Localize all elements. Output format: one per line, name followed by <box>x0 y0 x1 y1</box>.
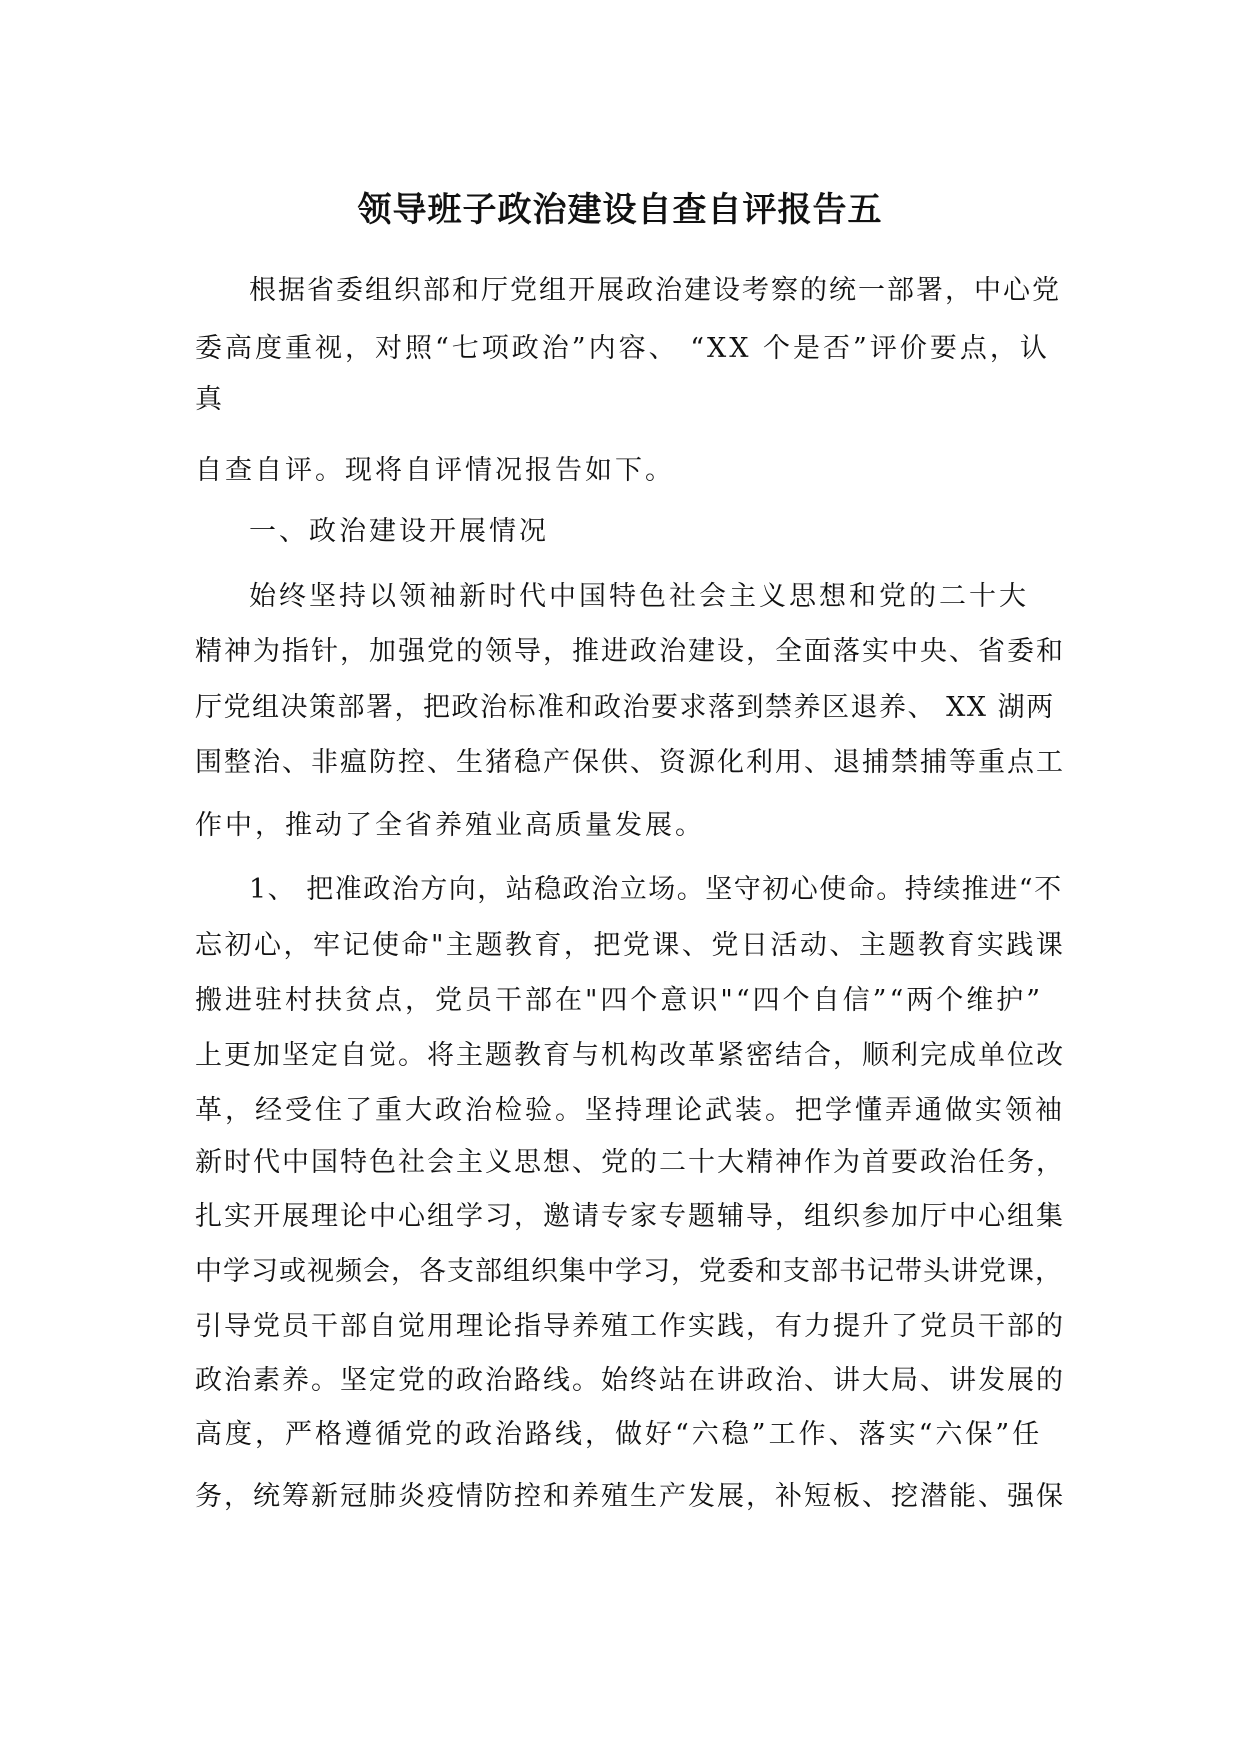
paragraph-line: 务，统筹新冠肺炎疫情防控和养殖生产发展，补短板、挖潜能、强保 <box>195 1481 1065 1512</box>
paragraph-line: 围整治、非瘟防控、生猪稳产保供、资源化利用、退捕禁捕等重点工 <box>195 747 1065 778</box>
paragraph-line: 委高度重视，对照“七项政治”内容、 “XX 个是否”评价要点，认 <box>195 333 1050 364</box>
paragraph-line: 作中，推动了全省养殖业高质量发展。 <box>195 810 705 841</box>
paragraph-line: 政治素养。坚定党的政治路线。始终站在讲政治、讲大局、讲发展的 <box>195 1365 1065 1396</box>
paragraph-line: 革，经受住了重大政治检验。坚持理论武装。把学懂弄通做实领袖 <box>195 1095 1065 1126</box>
paragraph-line: 高度，严格遵循党的政治路线，做好“六稳”工作、落实“六保”任 <box>195 1419 1043 1450</box>
paragraph-line: 上更加坚定自觉。将主题教育与机构改革紧密结合，顺利完成单位改 <box>195 1040 1065 1071</box>
paragraph-line: 自查自评。现将自评情况报告如下。 <box>195 455 675 486</box>
paragraph-line: 忘初心，牢记使命"主题教育，把党课、党日活动、主题教育实践课 <box>195 930 1066 961</box>
section-heading: 一、政治建设开展情况 <box>249 516 549 547</box>
document-title: 领导班子政治建设自查自评报告五 <box>357 190 883 230</box>
paragraph-line: 真 <box>195 384 225 415</box>
paragraph-line: 引导党员干部自觉用理论指导养殖工作实践，有力提升了党员干部的 <box>195 1311 1065 1342</box>
paragraph-line: 中学习或视频会，各支部组织集中学习，党委和支部书记带头讲党课， <box>195 1256 1063 1287</box>
paragraph-line: 始终坚持以领袖新时代中国特色社会主义思想和党的二十大 <box>249 581 1029 612</box>
paragraph-line: 扎实开展理论中心组学习，邀请专家专题辅导，组织参加厅中心组集 <box>195 1201 1065 1232</box>
paragraph-line: 新时代中国特色社会主义思想、党的二十大精神作为首要政治任务， <box>195 1147 1065 1178</box>
paragraph-line: 厅党组决策部署，把政治标准和政治要求落到禁养区退养、 XX 湖两 <box>195 692 1055 723</box>
paragraph-line: 精神为指针，加强党的领导，推进政治建设，全面落实中央、省委和 <box>195 636 1065 667</box>
paragraph-line: 根据省委组织部和厅党组开展政治建设考察的统一部署，中心党 <box>249 275 1061 306</box>
paragraph-line: 搬进驻村扶贫点，党员干部在"四个意识"“四个自信”“两个维护” <box>195 985 1044 1016</box>
paragraph-line: 1、 把准政治方向，站稳政治立场。坚守初心使命。持续推进“不 <box>249 874 1063 905</box>
